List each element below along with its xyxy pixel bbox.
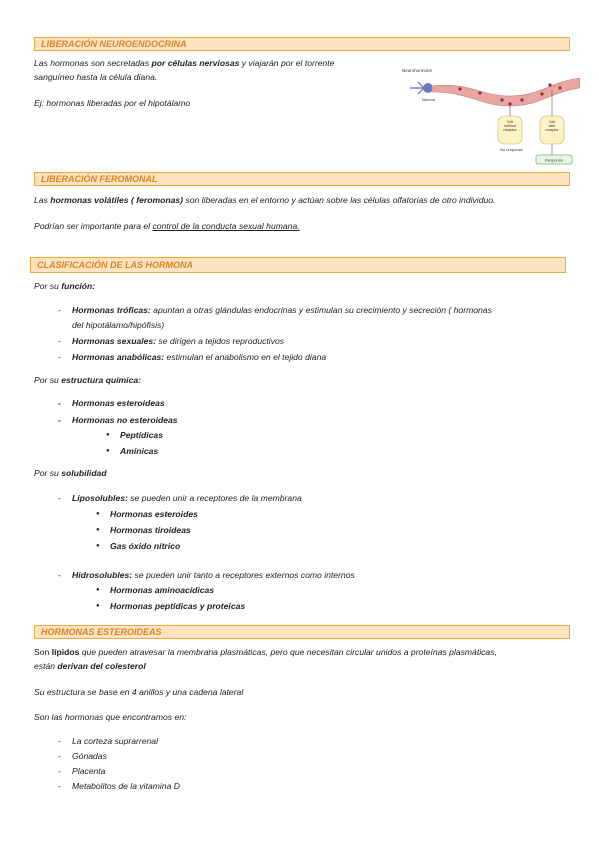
estructura-list — [58, 396, 178, 427]
list-item: - Hormonas anabólicas: estimulan el anabolismo en el tejido diana — [58, 350, 558, 364]
no-esteroideas-sublist — [106, 427, 163, 459]
list-item: - Hormonas no esteroideas — [58, 413, 178, 427]
esteroideas-list — [58, 734, 180, 793]
section-header-neuroendocrina: LIBERACIÓN NEUROENDOCRINA — [34, 37, 570, 51]
section-header-clasificacion: CLASIFICACIÓN DE LAS HORMONA — [30, 257, 566, 273]
neuron-label: Neuron — [422, 97, 436, 102]
paragraph-conducta — [34, 219, 300, 233]
paragraph-lipidos — [34, 645, 574, 673]
paragraph-encontramos: Son las hormonas que encontramos en: — [34, 712, 187, 722]
text: Podrían ser importante para el — [34, 221, 153, 231]
svg-text:receptor: receptor — [545, 128, 559, 132]
por-estructura — [34, 373, 141, 387]
sublist-item: ● Gas óxido nítrico — [96, 538, 198, 554]
text-bold: solubilidad — [61, 468, 107, 478]
no-response-label: No response — [500, 147, 523, 152]
text: sanguíneo hasta la célula diana. — [34, 72, 158, 82]
svg-text:Cell: Cell — [548, 120, 556, 124]
blood-vessel — [432, 78, 580, 106]
list-item: - Hormonas tróficas: apuntan a otras glándulas endocrinas y estimulan su crecimiento y secreción ( hormonas — [58, 303, 558, 317]
text: Por su — [34, 281, 62, 291]
list-item: - Placenta — [58, 764, 180, 778]
por-funcion — [34, 279, 95, 293]
section-header-feromonal: LIBERACIÓN FEROMONAL — [34, 172, 570, 186]
cell-with-receptor — [540, 116, 564, 144]
liposolubles-list — [58, 491, 302, 505]
text-bold: lípidos — [51, 647, 80, 657]
sublist-item: ● Hormonas aminoacídicas — [96, 582, 245, 598]
sublist-item: ● Hormonas esteroides — [96, 506, 198, 522]
sublist-item: ● Peptídicas — [106, 427, 163, 443]
svg-text:with: with — [548, 124, 556, 128]
list-item: - Gónadas — [58, 749, 180, 763]
paragraph-neuroendocrina — [34, 56, 394, 84]
text: que pueden atravesar la membrana plasmáticas, pero que necesitan circular unidos a proteínas plasmáticas, — [79, 647, 497, 657]
sublist-item: ● Hormonas tiroideas — [96, 522, 198, 538]
list-item: - Hormonas esteroideas — [58, 396, 178, 410]
por-solubilidad — [34, 466, 107, 480]
svg-text:without: without — [504, 124, 516, 128]
text: están — [34, 661, 58, 671]
neurohormone-label: Neurohormone — [402, 68, 433, 73]
text: Por su — [34, 468, 62, 478]
liposolubles-sublist — [96, 506, 198, 554]
text-bold: por células nerviosas — [151, 58, 240, 68]
paragraph-feromonas — [34, 193, 495, 207]
text: Por su — [34, 375, 62, 385]
hidrosolubles-list — [58, 568, 355, 582]
funcion-list — [58, 303, 558, 364]
list-item: - Hormonas sexuales: se dirigen a tejidos reproductivos — [58, 334, 558, 348]
text: Las — [34, 195, 51, 205]
text-bold: derivan del colesterol — [57, 661, 146, 671]
sublist-item: ● Amínicas — [106, 443, 163, 459]
section-header-esteroideas: HORMONAS ESTEROIDEAS — [34, 625, 570, 639]
text: son liberadas en el entorno y actúan sobre las células olfatorias de otro individuo. — [183, 195, 496, 205]
sublist-item: ● Hormonas peptídicas y proteicas — [96, 598, 245, 614]
paragraph-estructura: Su estructura se base en 4 anillos y una cadena lateral — [34, 687, 244, 697]
svg-text:receptor: receptor — [503, 128, 517, 132]
text-underlined: control de la conducta sexual humana. — [152, 221, 300, 231]
cell-without-receptor — [498, 116, 522, 144]
text: Las hormonas son secretadas — [34, 58, 152, 68]
text-bold: hormonas volátiles ( feromonas) — [50, 195, 184, 205]
list-item: - Liposolubles: se pueden unir a receptores de la membrana — [58, 491, 302, 505]
text-bold: función: — [61, 281, 96, 291]
text: Son — [34, 647, 52, 657]
text-bold: estructura química: — [61, 375, 141, 385]
neurohormone-diagram — [400, 60, 580, 170]
list-item-continuation: del hipotálamo/hipófisis) — [72, 320, 165, 330]
list-item: - La corteza suprarrenal — [58, 734, 180, 748]
svg-text:Cell: Cell — [506, 120, 514, 124]
list-item: - Hidrosolubles: se pueden unir tanto a receptores externos como internos — [58, 568, 355, 582]
list-item: - Metabolitos de la vitamina D — [58, 779, 180, 793]
example-hipotalamo: Ej: hormonas liberadas por el hipotálamo — [34, 98, 191, 108]
text: y viajarán por el torrente — [239, 58, 335, 68]
response-label: Response — [544, 157, 564, 163]
hidrosolubles-sublist — [96, 582, 245, 614]
neuron-icon — [410, 82, 433, 94]
